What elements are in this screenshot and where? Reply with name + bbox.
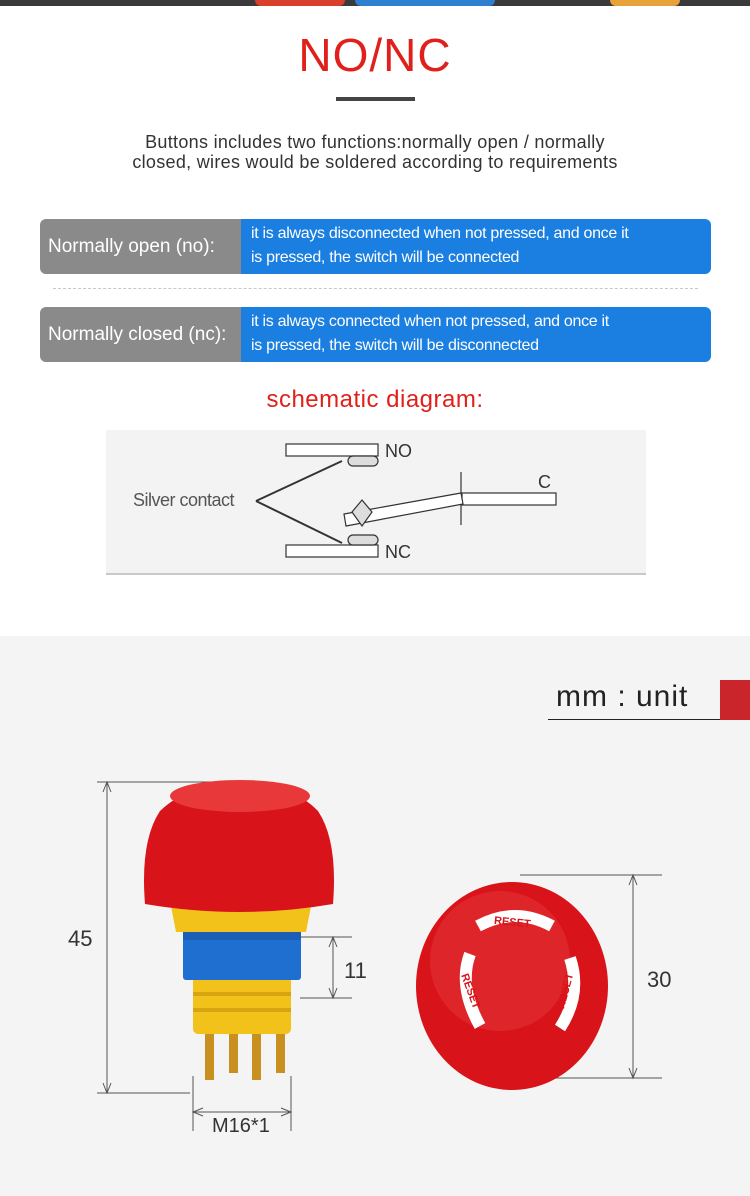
product-dimension-photo	[0, 636, 750, 1196]
base-ridge	[193, 1008, 291, 1012]
banner-decoration	[355, 0, 495, 6]
pin	[276, 1028, 285, 1073]
pin	[229, 1028, 238, 1073]
divider	[53, 288, 698, 289]
text-line: is pressed, the switch will be disconnected	[251, 337, 539, 354]
pointer-line	[256, 461, 342, 501]
pointer-line	[256, 501, 342, 543]
no-label: NO	[385, 441, 412, 461]
schematic-drawing	[106, 430, 646, 573]
page-title: NO/NC	[298, 29, 452, 81]
nc-terminal	[286, 545, 378, 557]
normally-closed-row	[40, 307, 711, 362]
title-underline	[336, 97, 415, 101]
text-line: it is always disconnected when not pressed, and once it	[251, 225, 629, 242]
description	[60, 132, 690, 172]
nc-label: NC	[385, 542, 411, 562]
silver-contact-label: Silver contact	[133, 490, 235, 510]
no-silver-contact	[348, 456, 378, 466]
text-line: it is always connected when not pressed, and once it	[251, 313, 609, 330]
ring-top	[183, 932, 301, 940]
schematic-title: schematic diagram:	[266, 386, 484, 413]
text-line: is pressed, the switch will be connected	[251, 249, 520, 266]
reset-label: RESET	[493, 914, 532, 931]
pin	[205, 1028, 214, 1080]
banner-decoration	[255, 0, 345, 6]
normally-open-text	[241, 219, 711, 274]
base-ridge	[193, 992, 291, 996]
normally-closed-label: Normally closed (nc):	[40, 307, 241, 362]
schematic-diagram	[106, 430, 646, 575]
thread-value: M16*1	[212, 1115, 270, 1137]
top-view-button	[416, 882, 608, 1090]
c-terminal	[462, 493, 556, 505]
cap-highlight	[170, 780, 310, 812]
normally-open-row	[40, 219, 711, 274]
pin	[252, 1028, 261, 1080]
description-line: Buttons includes two functions:normally open / normally	[145, 132, 605, 152]
thread-length-value: 11	[344, 958, 367, 983]
height-value: 45	[68, 926, 93, 951]
normally-closed-text	[241, 307, 711, 362]
reset-label: RESET	[458, 972, 483, 1011]
c-label: C	[538, 472, 551, 492]
dimension-drawing	[0, 636, 750, 1196]
side-view-button	[144, 780, 334, 1080]
normally-open-label: Normally open (no):	[40, 219, 241, 274]
yellow-base	[193, 976, 291, 1034]
nc-silver-contact	[348, 535, 378, 545]
banner-decoration	[610, 0, 680, 6]
cap-diameter-value: 30	[647, 967, 672, 992]
description-line: closed, wires would be soldered according to requirements	[132, 152, 618, 172]
no-terminal	[286, 444, 378, 456]
top-banner-strip	[0, 0, 750, 6]
reset-label: RESET	[555, 971, 577, 1011]
unit-label: mm : unit	[556, 680, 689, 713]
